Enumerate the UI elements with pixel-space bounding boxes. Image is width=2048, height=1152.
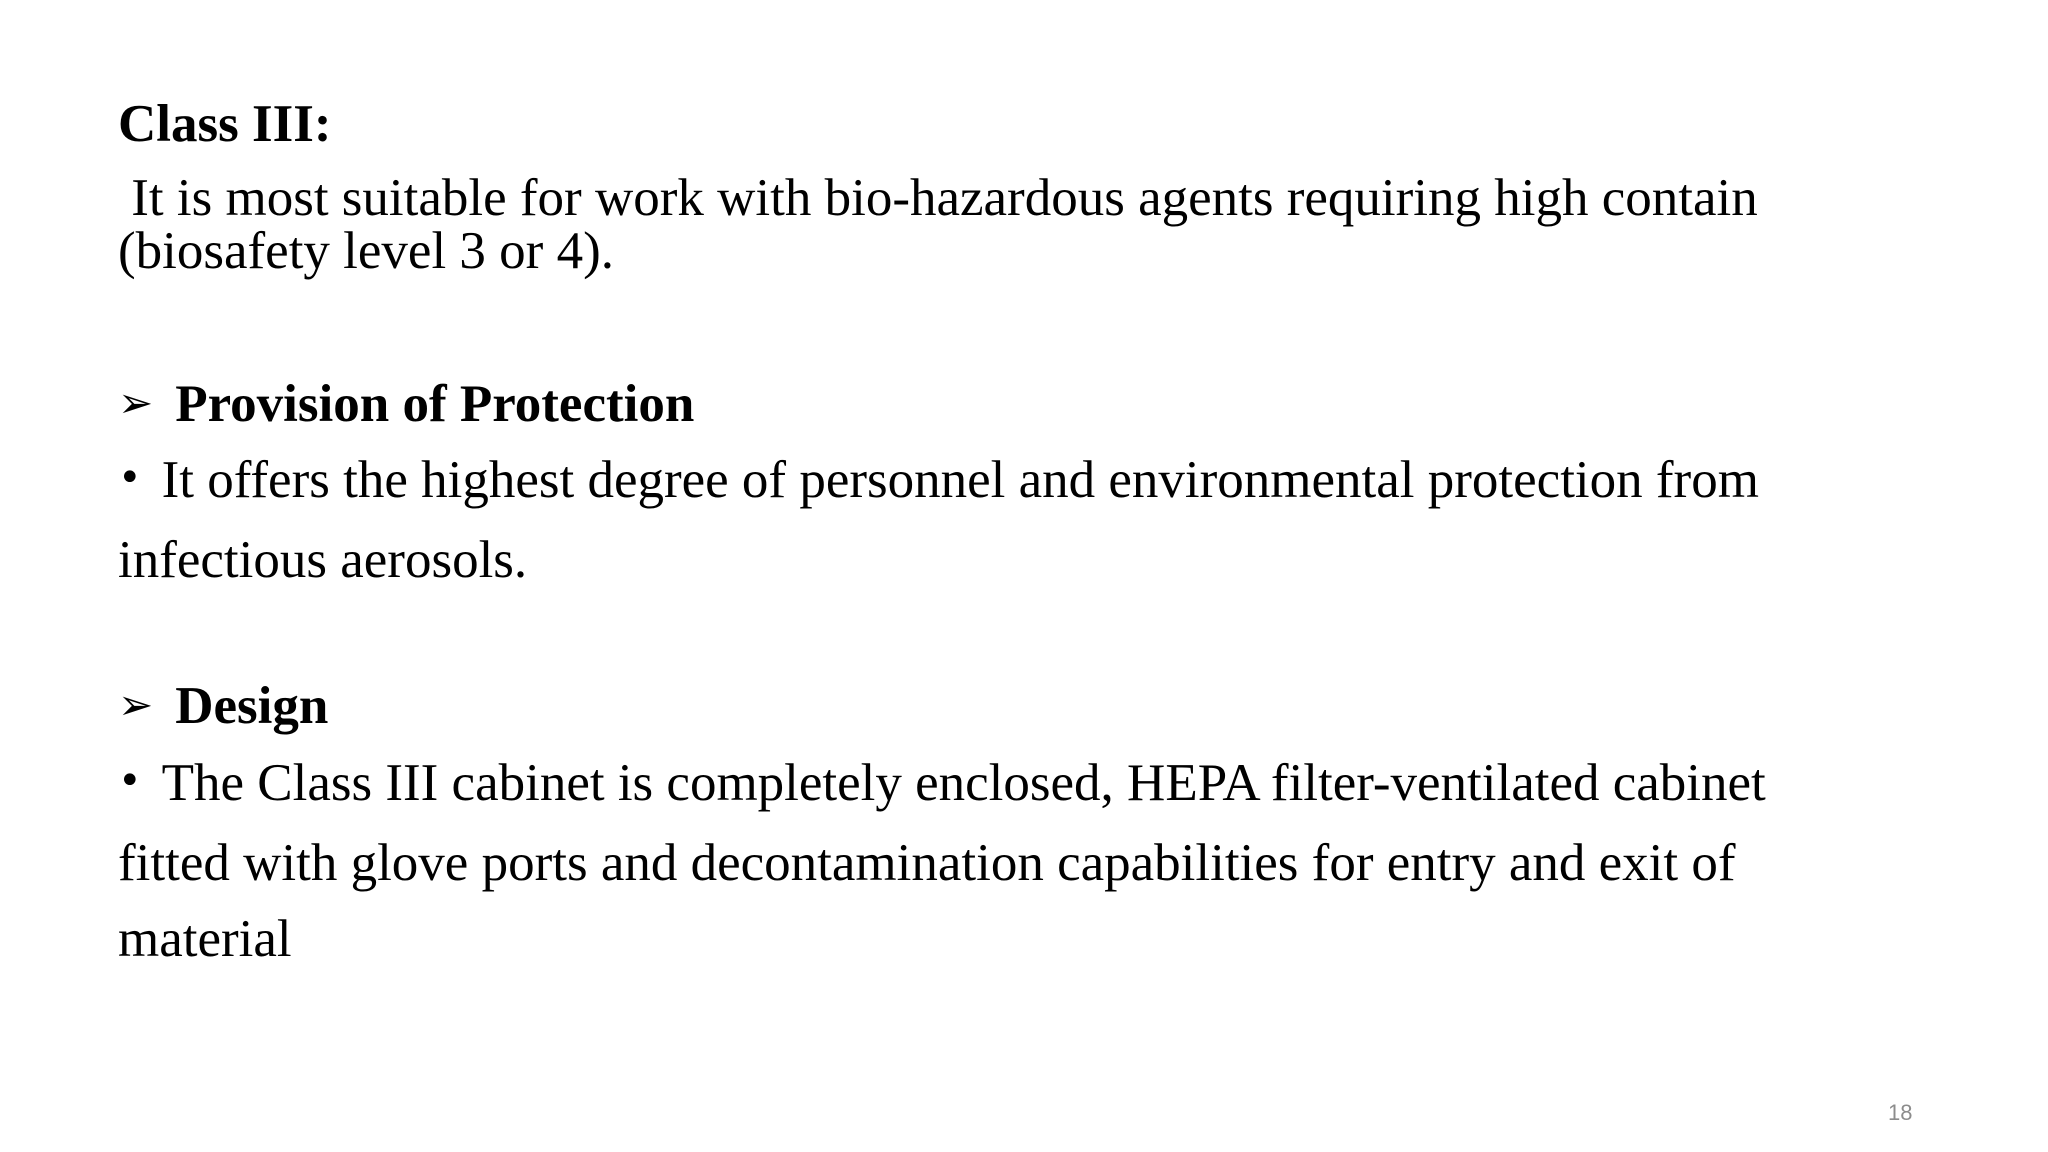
section-body-design: [118, 745, 1918, 977]
section-heading-protection: [118, 374, 1918, 437]
section-heading-design: [118, 676, 1918, 739]
arrow-bullet-icon: ➢: [118, 680, 154, 729]
intro-paragraph: [118, 169, 1918, 280]
bullet-text: It offers the highest degree of personnel and environmental protection from: [161, 451, 1759, 509]
arrow-bullet-icon: ➢: [118, 378, 154, 427]
page-number: 18: [1888, 1100, 1913, 1125]
bullet-line: [118, 442, 1918, 522]
bullet-text: The Class III cabinet is completely enclosed, HEPA filter-ventilated cabinet: [161, 754, 1766, 812]
intro-line-2: (biosafety level 3 or 4).: [118, 222, 614, 280]
bullet-line: [118, 745, 1918, 825]
section-title: Provision of Protection: [175, 375, 695, 433]
class-heading: Class III:: [118, 95, 332, 153]
bullet-dot-icon: •: [118, 758, 142, 804]
bullet-dot-icon: •: [118, 455, 142, 501]
bullet-continuation: fitted with glove ports and decontamination capabilities for entry and exit of: [118, 834, 1736, 892]
bullet-continuation: infectious aerosols.: [118, 531, 528, 589]
intro-line-1: It is most suitable for work with bio-hazardous agents requiring high contain: [118, 169, 1758, 227]
section-title: Design: [175, 677, 329, 735]
section-body-protection: [118, 442, 1918, 598]
bullet-continuation: material: [118, 910, 292, 968]
